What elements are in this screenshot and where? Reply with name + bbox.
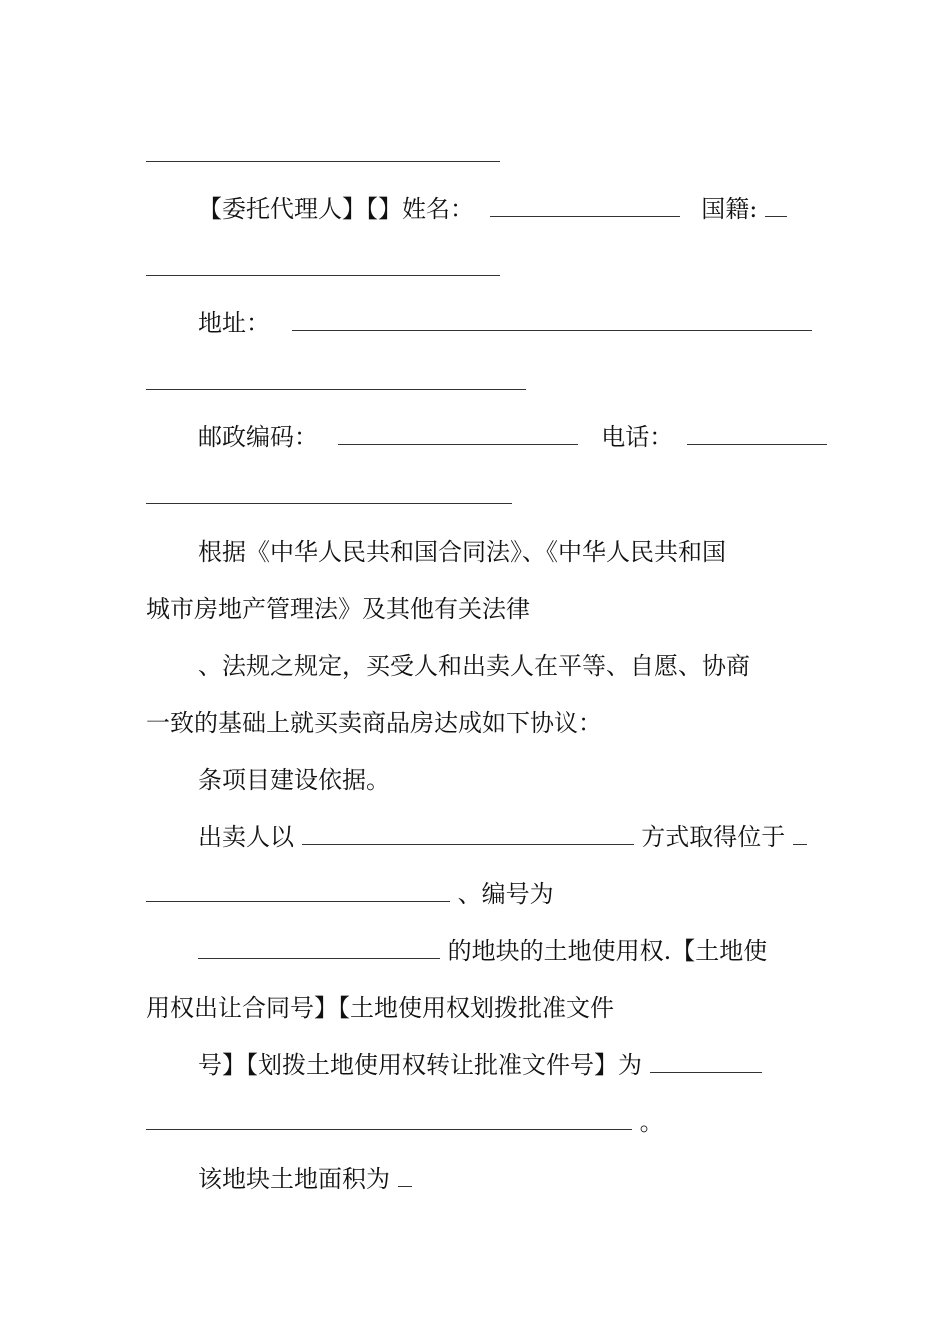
period-mark: 。 [639, 1108, 664, 1136]
fill-line [146, 161, 500, 162]
address-blank[interactable] [292, 308, 812, 331]
agent-name-label: 【委托代理人】【】姓名： [198, 195, 474, 223]
doc-number-line [198, 1048, 762, 1082]
address-label: 地址： [198, 309, 270, 337]
location-blank[interactable] [793, 822, 807, 845]
phone-label: 电话： [601, 423, 674, 451]
seller-prefix: 出卖人以 [198, 823, 294, 851]
article-title: 条项目建设依据。 [198, 766, 390, 794]
phone-blank[interactable] [687, 422, 827, 445]
postal-line [198, 420, 827, 454]
agent-line [198, 192, 787, 226]
paragraph-line: 用权出让合同号】【土地使用权划拨批准文件 [146, 994, 614, 1022]
nationality-blank[interactable] [765, 194, 787, 217]
fill-line [146, 275, 500, 276]
seller-line [198, 820, 807, 854]
area-blank[interactable] [398, 1164, 412, 1187]
paragraph-line: 根据《中华人民共和国合同法》、《中华人民共和国 [198, 538, 726, 566]
agent-name-blank[interactable] [490, 194, 680, 217]
method-suffix: 方式取得位于 [641, 823, 786, 851]
location-blank-continued[interactable] [146, 879, 450, 902]
area-label: 该地块土地面积为 [198, 1165, 390, 1193]
area-line [198, 1162, 412, 1196]
doc-number-text: 号】【划拨土地使用权转让批准文件号】为 [198, 1051, 642, 1079]
nationality-label: 国籍: [701, 195, 758, 223]
postal-code-label: 邮政编码： [198, 423, 318, 451]
doc-number-blank-continued[interactable] [146, 1107, 632, 1130]
doc-number-continued-line [146, 1105, 664, 1139]
paragraph-line: 、法规之规定，买受人和出卖人在平等、自愿、协商 [198, 652, 750, 680]
land-right-line [198, 934, 767, 968]
postal-code-blank[interactable] [338, 422, 578, 445]
number-label: 、编号为 [457, 880, 554, 908]
land-use-right-text: 的地块的土地使用权.【土地使 [447, 937, 768, 965]
paragraph-line: 城市房地产管理法》及其他有关法律 [146, 595, 530, 623]
fill-line [146, 503, 512, 504]
plot-number-blank[interactable] [198, 936, 440, 959]
number-line [146, 877, 554, 911]
address-line [198, 306, 812, 340]
acquisition-method-blank[interactable] [302, 822, 634, 845]
fill-line [146, 389, 526, 390]
doc-number-blank[interactable] [650, 1050, 762, 1073]
paragraph-line: 一致的基础上就买卖商品房达成如下协议： [146, 709, 602, 737]
